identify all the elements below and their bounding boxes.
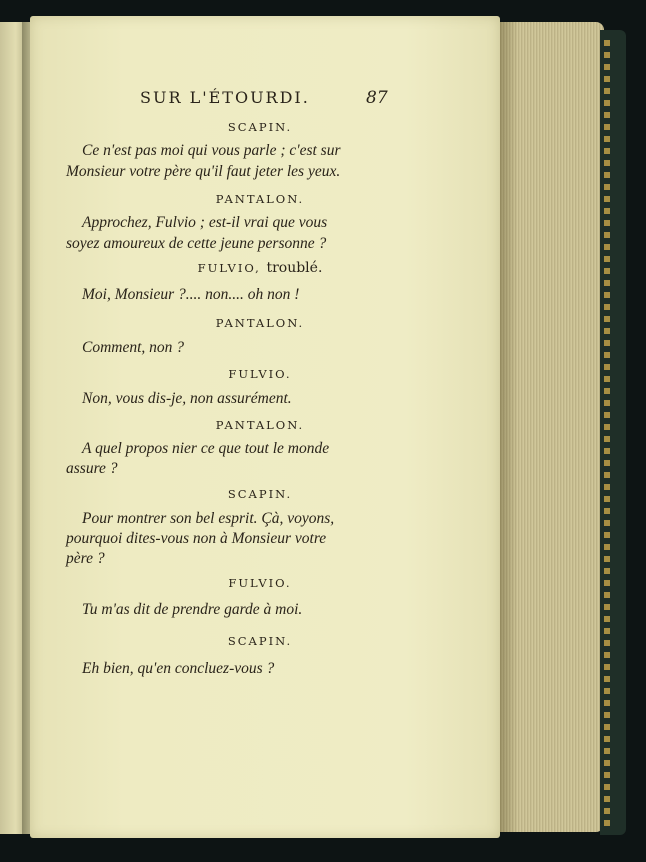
speaker-heading xyxy=(110,260,410,276)
page-edge-shadow xyxy=(498,22,518,832)
speaker-name: SCAPIN. xyxy=(227,120,293,134)
dialogue-line: Ce n'est pas moi qui vous parle ; c'est sur xyxy=(82,142,341,159)
dialogue-line: Tu m'as dit de prendre garde à moi. xyxy=(82,601,303,618)
dialogue-line: Non, vous dis-je, non assurément. xyxy=(82,390,292,407)
dialogue-line: Pour montrer son bel esprit. Çà, voyons, xyxy=(82,510,335,527)
dialogue-line: père ? xyxy=(66,550,105,567)
dialogue-line: Moi, Monsieur ?.... non.... oh non ! xyxy=(82,286,300,303)
speaker-name: PANTALON. xyxy=(215,316,305,330)
speaker-name: FULVIO. xyxy=(228,576,292,590)
speaker-name: SCAPIN. xyxy=(227,487,293,501)
running-head: SUR L'ÉTOURDI. xyxy=(140,88,310,107)
speaker-name: PANTALON. xyxy=(215,418,305,432)
dialogue-line: Approchez, Fulvio ; est-il vrai que vous xyxy=(82,214,328,231)
speaker-name: PANTALON. xyxy=(215,192,305,206)
speaker-name: SCAPIN. xyxy=(227,634,293,648)
page-number: 87 xyxy=(366,88,388,108)
cover-gilt-rule xyxy=(604,40,610,830)
dialogue-line: Comment, non ? xyxy=(82,339,185,356)
dialogue-line: soyez amoureux de cette jeune personne ? xyxy=(66,235,327,252)
dialogue-line: pourquoi dites-vous non à Monsieur votre xyxy=(66,530,327,547)
dialogue-line: A quel propos nier ce que tout le monde xyxy=(82,440,330,457)
stage-direction: troublé. xyxy=(266,260,323,276)
dialogue-line: Monsieur votre père qu'il faut jeter les yeux. xyxy=(66,163,341,180)
speaker-name: FULVIO. xyxy=(228,367,292,381)
speaker-name: FULVIO, xyxy=(197,261,261,275)
dialogue-line: assure ? xyxy=(66,460,118,477)
dialogue-line: Eh bien, qu'en concluez-vous ? xyxy=(82,660,275,677)
